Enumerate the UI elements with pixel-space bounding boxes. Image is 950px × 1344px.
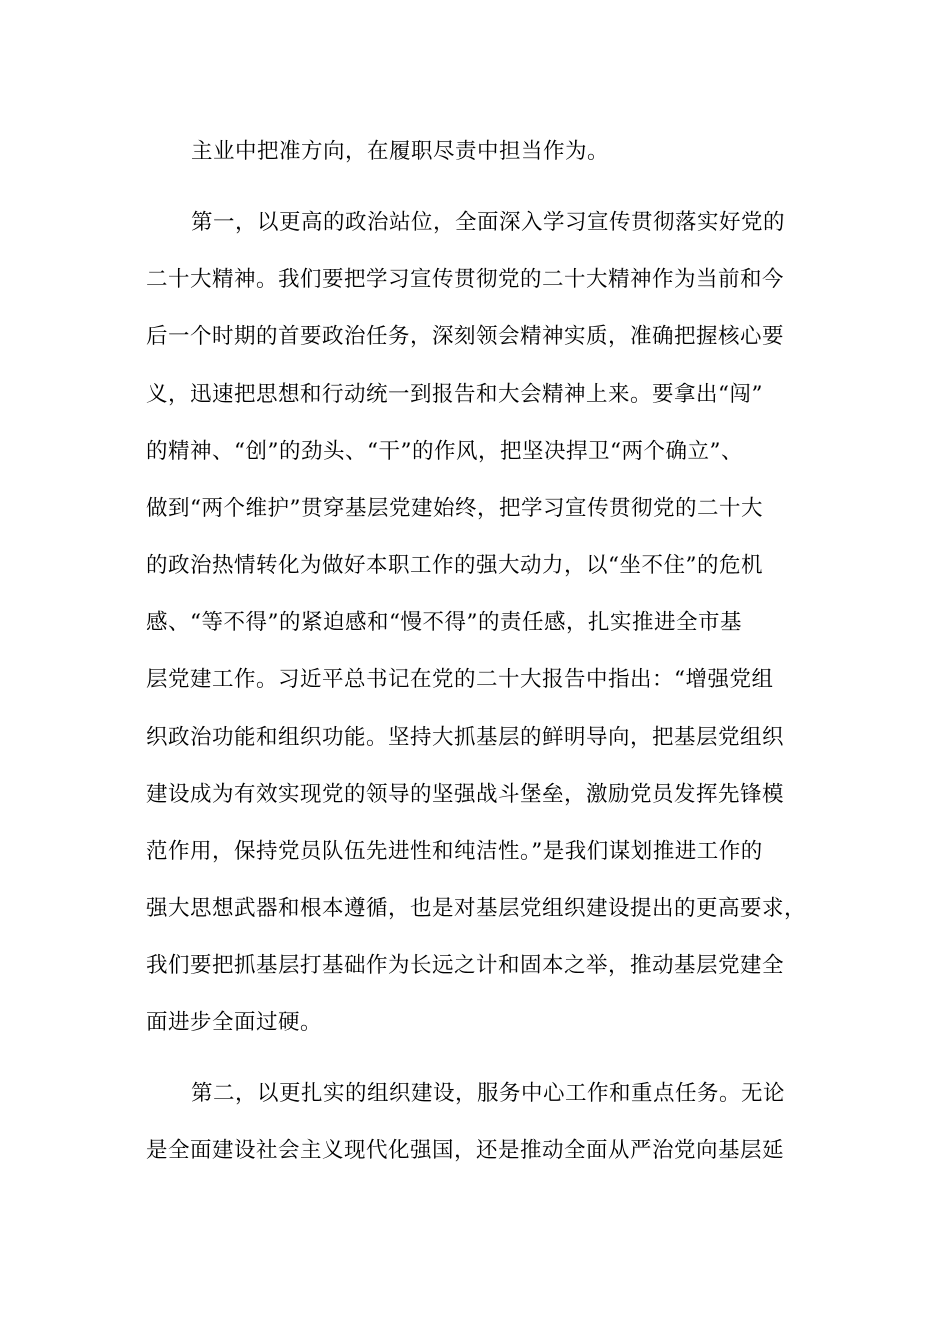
text-line-15: 我们要把抓基层打基础作为长远之计和固本之举，推动基层党建全 [146, 953, 785, 978]
text-line-9: 感、“等不得”的紧迫感和“慢不得”的责任感，扎实推进全市基 [146, 610, 742, 635]
text-line-3: 二十大精神。我们要把学习宣传贯彻党的二十大精神作为当前和今 [146, 267, 785, 292]
text-line-17: 第二，以更扎实的组织建设，服务中心工作和重点任务。无论 [191, 1081, 786, 1106]
text-line-5: 义，迅速把思想和行动统一到报告和大会精神上来。要拿出“闯” [146, 382, 763, 407]
text-line-1: 主业中把准方向，在履职尽责中担当作为。 [191, 139, 610, 164]
text-line-11: 织政治功能和组织功能。坚持大抓基层的鲜明导向，把基层党组织 [146, 725, 785, 750]
text-line-6: 的精神、“创”的劲头、“干”的作风，把坚决捍卫“两个确立”、 [146, 439, 743, 464]
text-line-18: 是全面建设社会主义现代化强国，还是推动全面从严治党向基层延 [146, 1138, 785, 1163]
text-line-8: 的政治热情转化为做好本职工作的强大动力，以“坐不住”的危机 [146, 553, 763, 578]
text-line-10: 层党建工作。习近平总书记在党的二十大报告中指出：“增强党组 [146, 667, 774, 692]
text-line-14: 强大思想武器和根本遵循，也是对基层党组织建设提出的更高要求， [146, 896, 807, 921]
text-line-13: 范作用，保持党员队伍先进性和纯洁性。”是我们谋划推进工作的 [146, 839, 763, 864]
text-line-16: 面进步全面过硬。 [146, 1010, 323, 1035]
text-line-4: 后一个时期的首要政治任务，深刻领会精神实质，准确把握核心要 [146, 324, 785, 349]
text-line-2: 第一，以更高的政治站位，全面深入学习宣传贯彻落实好党的 [191, 210, 786, 235]
text-line-12: 建设成为有效实现党的领导的坚强战斗堡垒，激励党员发挥先锋模 [146, 782, 785, 807]
text-line-7: 做到“两个维护”贯穿基层党建始终，把学习宣传贯彻党的二十大 [146, 496, 763, 521]
